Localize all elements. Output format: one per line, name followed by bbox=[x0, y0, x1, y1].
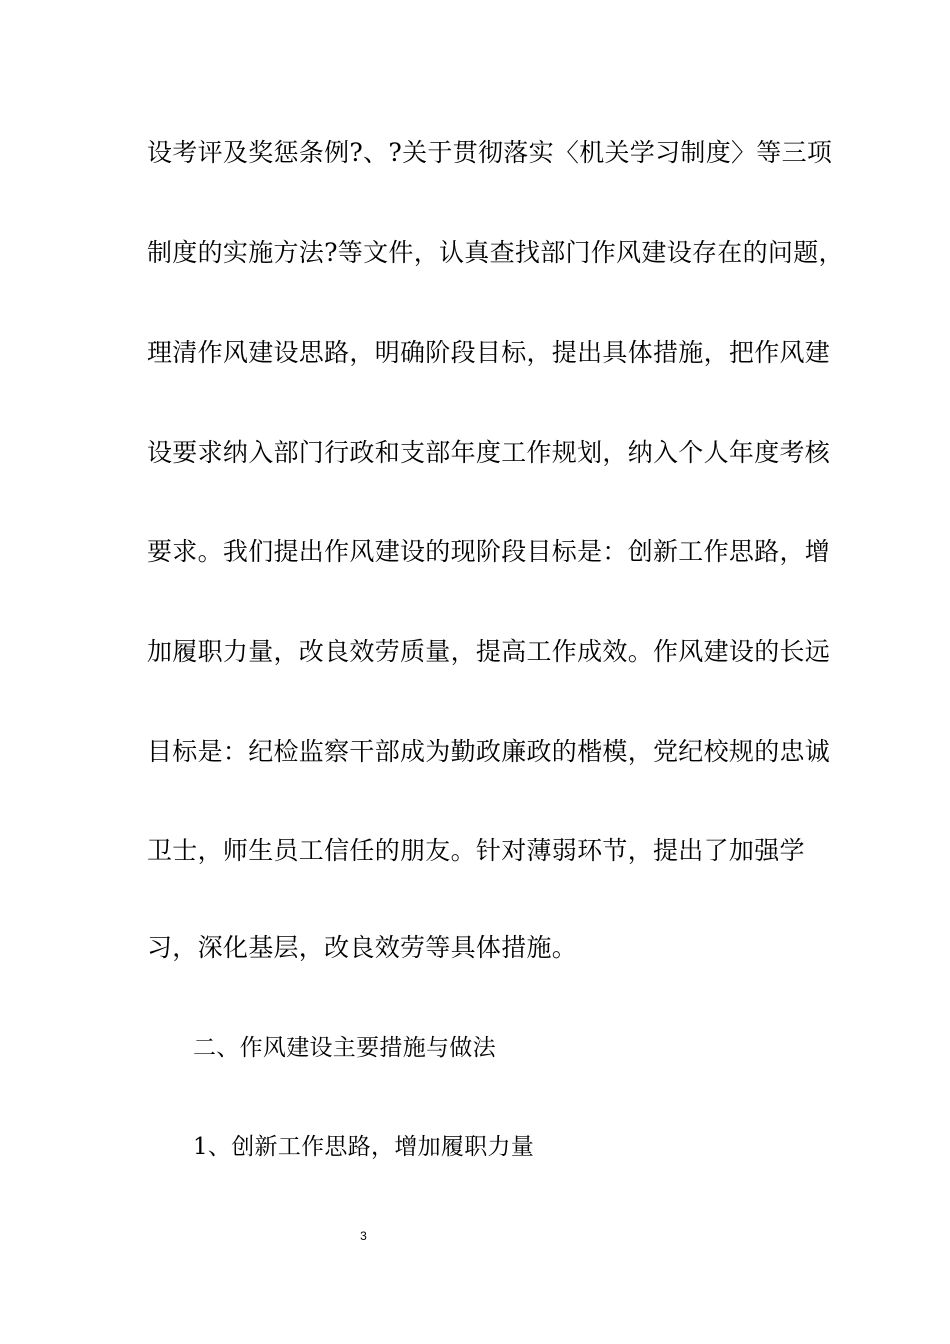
paragraph-line: 理清作风建设思路，明确阶段目标，提出具体措施，把作风建 bbox=[147, 338, 831, 367]
paragraph-line: 目标是：纪检监察干部成为勤政廉政的楷模，党纪校规的忠诚 bbox=[147, 737, 831, 766]
paragraph-line: 设要求纳入部门行政和支部年度工作规划，纳入个人年度考核 bbox=[147, 438, 831, 467]
paragraph-line: 制度的实施方法?等文件，认真查找部门作风建设存在的问题， bbox=[147, 238, 844, 267]
paragraph-line: 设考评及奖惩条例?、?关于贯彻落实〈机关学习制度〉等三项 bbox=[147, 138, 833, 167]
section-heading: 二、作风建设主要措施与做法 bbox=[193, 1035, 496, 1061]
subsection-heading: 1、创新工作思路，增加履职力量 bbox=[193, 1134, 535, 1160]
paragraph-line: 加履职力量，改良效劳质量，提高工作成效。作风建设的长远 bbox=[147, 637, 831, 666]
paragraph-line: 卫士，师生员工信任的朋友。针对薄弱环节，提出了加强学 bbox=[147, 836, 805, 865]
page-number: 3 bbox=[360, 1229, 367, 1243]
paragraph-line: 要求。我们提出作风建设的现阶段目标是：创新工作思路，增 bbox=[147, 537, 831, 566]
paragraph-line: 习，深化基层，改良效劳等具体措施。 bbox=[147, 933, 578, 962]
